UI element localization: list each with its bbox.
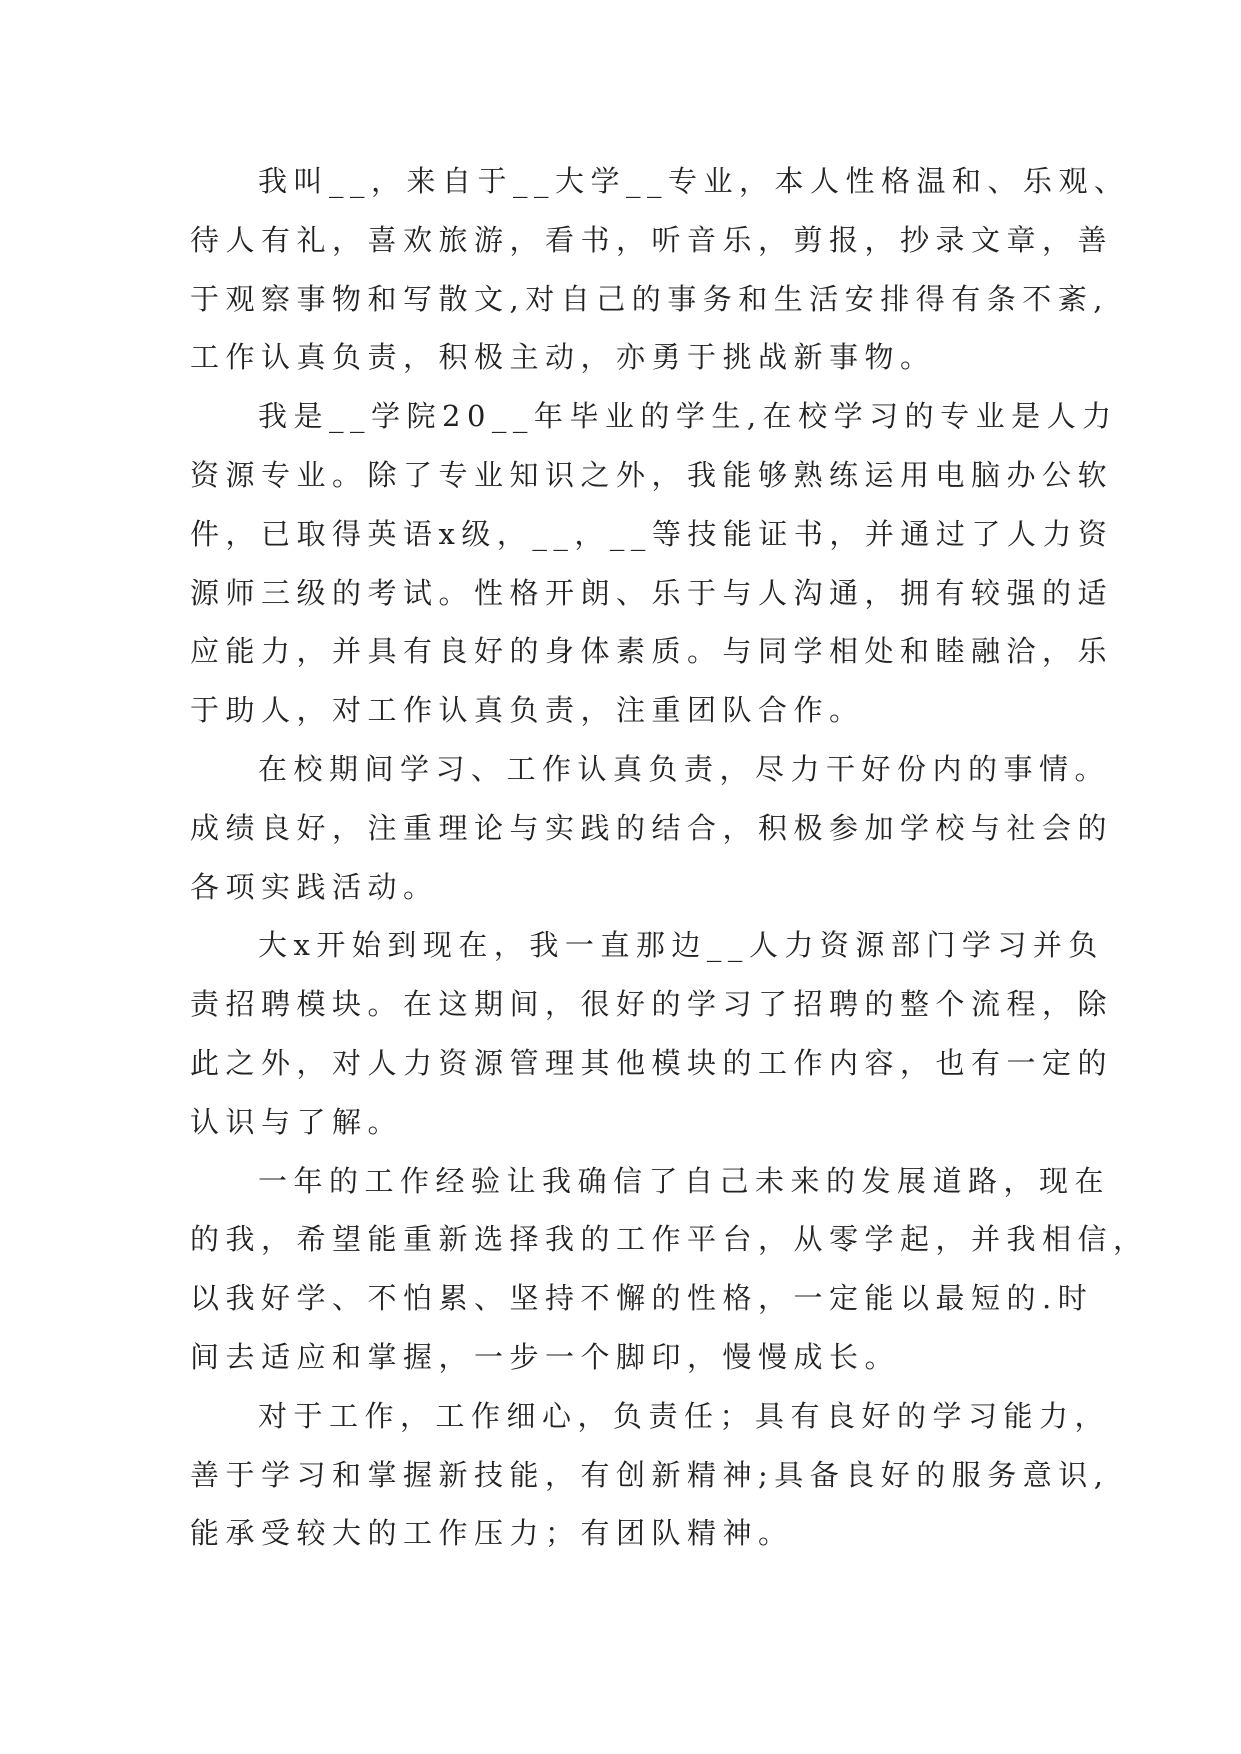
paragraph-line: 我叫__，来自于__大学__专业，本人性格温和、乐观、 bbox=[258, 164, 1130, 198]
paragraph-line: 我是__学院20__年毕业的学生,在校学习的专业是人力 bbox=[258, 399, 1118, 434]
paragraph-line: 于观察事物和写散文,对自己的事务和生活安排得有条不紊, bbox=[190, 281, 1109, 316]
paragraph-line: 的我，希望能重新选择我的工作平台，从零学起，并我相信， bbox=[190, 1222, 1149, 1257]
paragraph-line: 大x开始到现在，我一直那边__人力资源部门学习并负 bbox=[258, 928, 1104, 963]
paragraph-work-attitude bbox=[190, 1387, 1111, 1563]
paragraph-line: 善于学习和掌握新技能，有创新精神;具备良好的服务意识, bbox=[190, 1457, 1110, 1492]
paragraph-line: 待人有礼，喜欢旅游，看书，听音乐，剪报，抄录文章，善 bbox=[190, 222, 1114, 257]
paragraph-line: 资源专业。除了专业知识之外，我能够熟练运用电脑办公软 bbox=[190, 457, 1114, 492]
paragraph-line: 责招聘模块。在这期间，很好的学习了招聘的整个流程，除 bbox=[190, 987, 1114, 1022]
paragraph-line: 在校期间学习、工作认真负责，尽力干好份内的事情。 bbox=[258, 751, 1111, 786]
paragraph-line: 间去适应和掌握，一步一个脚印，慢慢成长。 bbox=[190, 1339, 901, 1374]
paragraph-line: 于助人，对工作认真负责，注重团队合作。 bbox=[190, 693, 865, 728]
paragraph-internship bbox=[190, 916, 1114, 1151]
paragraph-self-introduction bbox=[190, 152, 1130, 387]
paragraph-line: 应能力，并具有良好的身体素质。与同学相处和睦融洽，乐 bbox=[190, 634, 1114, 669]
paragraph-education bbox=[190, 387, 1118, 740]
paragraph-experience bbox=[190, 1152, 1149, 1387]
paragraph-line: 以我好学、不怕累、坚持不懈的性格，一定能以最短的.时 bbox=[190, 1281, 1094, 1316]
paragraph-line: 源师三级的考试。性格开朗、乐于与人沟通，拥有较强的适 bbox=[190, 575, 1114, 610]
paragraph-line: 工作认真负责，积极主动，亦勇于挑战新事物。 bbox=[190, 340, 936, 375]
paragraph-line: 能承受较大的工作压力；有团队精神。 bbox=[190, 1516, 794, 1551]
paragraph-school-period bbox=[190, 740, 1114, 916]
paragraph-line: 成绩良好，注重理论与实践的结合，积极参加学校与社会的 bbox=[190, 810, 1114, 845]
paragraph-line: 此之外，对人力资源管理其他模块的工作内容，也有一定的 bbox=[190, 1045, 1114, 1080]
paragraph-line: 对于工作，工作细心，负责任；具有良好的学习能力， bbox=[258, 1398, 1111, 1433]
document-body bbox=[190, 152, 1149, 1563]
paragraph-line: 认识与了解。 bbox=[190, 1104, 404, 1139]
paragraph-line: 各项实践活动。 bbox=[190, 869, 439, 904]
paragraph-line: 件，已取得英语x级，__，__等技能证书，并通过了人力资 bbox=[190, 516, 1114, 551]
paragraph-line: 一年的工作经验让我确信了自己未来的发展道路，现在 bbox=[258, 1163, 1111, 1198]
